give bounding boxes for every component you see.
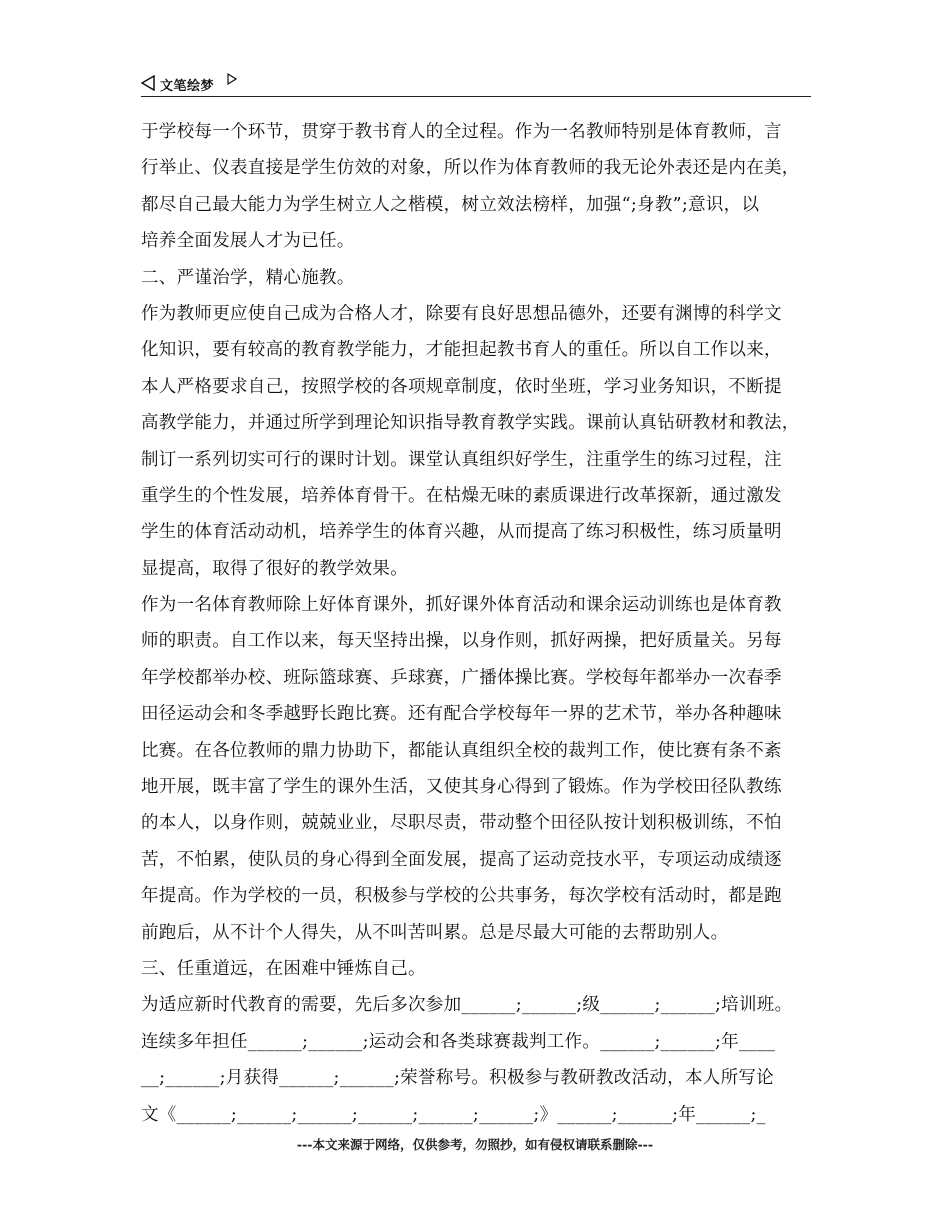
triangle-right-outline-icon xyxy=(227,73,237,85)
text-line: 都尽自己最大能力为学生树立人之楷模，树立效法榜样，加强“;身教”;意识，以 xyxy=(141,194,760,215)
text-line: 的本人，以身作则，兢兢业业，尽职尽责，带动整个田径队按计划积极训练，不怕 xyxy=(141,813,782,834)
text-line: 作为教师更应使自己成为合格人才，除要有良好思想品德外，还要有渊博的科学文 xyxy=(141,303,782,324)
text-line: 地开展，既丰富了学生的课外生活，又使其身心得到了锻炼。作为学校田径队教练 xyxy=(141,777,782,798)
text-line: 重学生的个性发展，培养体育骨干。在枯燥无味的素质课进行改革探新，通过激发 xyxy=(141,485,782,506)
text-line: 本人严格要求自己，按照学校的各项规章制度，依时坐班，学习业务知识，不断提 xyxy=(141,376,782,397)
text-line: 二、严谨治学，精心施教。 xyxy=(141,267,355,288)
text-line: 学生的体育活动动机，培养学生的体育兴趣，从而提高了练习积极性，练习质量明 xyxy=(141,522,782,543)
text-line: 比赛。在各位教师的鼎力协助下，都能认真组织全校的裁判工作，使比赛有条不紊 xyxy=(141,740,782,761)
footer-disclaimer: ---本文来源于网络，仅供参考，勿照抄，如有侵权请联系删除--- xyxy=(296,1137,654,1152)
text-line: 作为一名体育教师除上好体育课外，抓好课外体育活动和课余运动训练也是体育教 xyxy=(141,595,782,616)
text-line: 文《______;______;______;______;______;______;》______;______;年______;_ xyxy=(141,1104,766,1125)
text-line: 显提高，取得了很好的教学效果。 xyxy=(141,558,408,579)
text-line: __;______;月获得______;______;荣誉称号。积极参与教研教改活动，本人所写论 xyxy=(141,1068,774,1089)
page-header xyxy=(141,72,811,97)
text-line: 三、任重道远，在困难中锤炼自己。 xyxy=(141,958,426,979)
text-line: 为适应新时代教育的需要，先后多次参加______;______;级______;______;培训班。 xyxy=(141,995,793,1016)
triangle-left-outline-icon xyxy=(141,75,155,91)
document-body xyxy=(141,114,821,1133)
text-line: 化知识，要有较高的教育教学能力，才能担起教书育人的重任。所以自工作以来， xyxy=(141,340,782,361)
text-line: 制订一系列切实可行的课时计划。课堂认真组织好学生，注重学生的练习过程，注 xyxy=(141,449,782,470)
text-line: 田径运动会和冬季越野长跑比赛。还有配合学校每年一界的艺术节，举办各种趣味 xyxy=(141,704,782,725)
text-line: 苦，不怕累，使队员的身心得到全面发展，提高了运动竞技水平，专项运动成绩逐 xyxy=(141,849,782,870)
text-line: 行举止、仪表直接是学生仿效的对象，所以作为体育教师的我无论外表还是内在美， xyxy=(141,158,800,179)
text-line: 于学校每一个环节，贯穿于教书育人的全过程。作为一名教师特别是体育教师，言 xyxy=(141,122,782,142)
text-line: 培养全面发展人才为已任。 xyxy=(141,231,355,252)
text-line: 连续多年担任______;______;运动会和各类球赛裁判工作。______;______;年____ xyxy=(141,1031,776,1052)
brand-title: 文笔绘梦 xyxy=(160,79,215,94)
text-line: 年学校都举办校、班际篮球赛、乒球赛，广播体操比赛。学校每年都举办一次春季 xyxy=(141,667,782,688)
text-line: 年提高。作为学校的一员，积极参与学校的公共事务，每次学校有活动时，都是跑 xyxy=(141,886,782,907)
text-line: 师的职责。自工作以来，每天坚持出操，以身作则，抓好两操，把好质量关。另每 xyxy=(141,631,782,652)
text-line: 高教学能力，并通过所学到理论知识指导教育教学实践。课前认真钻研教材和教法， xyxy=(141,413,800,434)
text-line: 前跑后，从不计个人得失，从不叫苦叫累。总是尽最大可能的去帮助别人。 xyxy=(141,922,729,943)
